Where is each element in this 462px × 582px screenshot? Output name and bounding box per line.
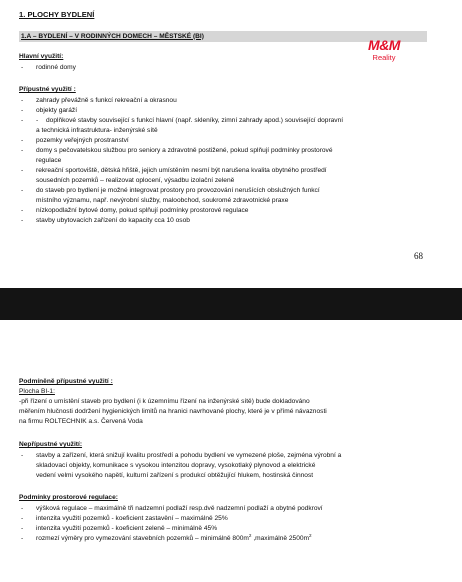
list-item-continued: a technická infrastruktura- inženýrské sítě — [36, 127, 158, 134]
section-heading: 1. PLOCHY BYDLENÍ — [19, 10, 95, 19]
list-item: - nízkopodlažní bytové domy, pokud splňují podmínky prostorové regulace — [21, 207, 249, 214]
list-item-continued: regulace — [36, 157, 62, 164]
prohibited-use-list — [19, 451, 429, 481]
list-item: - domy s pečovatelskou službou pro seniory a zdravotně postižené, pokud splňují podmínky prostorové — [21, 147, 333, 154]
subsection-heading: 1.A – BYDLENÍ – V RODINNÝCH DOMECH – MĚSTSKÉ (BI) — [21, 32, 204, 40]
list-item: - intenzita využití pozemků - koeficient zastavění – maximálně 25% — [21, 515, 228, 522]
list-item: - - doplňkové stavby související s funkcí hlavní (např. skleníky, zimní zahrady apod.) související dopravní — [21, 117, 344, 124]
list-item: - zahrady převážně s funkcí rekreační a okrasnou — [21, 97, 177, 104]
list-item-continued: skladovací objekty, komunikace s vysokou intenzitou dopravy, vysokotlaký plynovod a elektrické — [36, 462, 316, 469]
list-item: - stavby ubytovacích zařízení do kapacity cca 10 osob — [21, 217, 190, 224]
page-separator — [0, 288, 462, 320]
mm-reality-logo — [356, 38, 412, 62]
paragraph-line: -při řízení o umístění staveb pro bydlení (i k územnímu řízení na inženýrské sítě) bude dokladováno — [19, 398, 310, 405]
list-item: - rozmezí výměry pro vymezování stavebních pozemků – minimálně $800m^2$ ,maximálně $2500m^2$ — [21, 532, 312, 542]
spatial-regulation-list — [19, 504, 429, 544]
conditional-use-text — [19, 397, 431, 427]
list-item: - stavby a zařízení, která snižují kvalitu prostředí a pohodu bydlení ve vymezené ploše, zejména výrobní a — [21, 452, 342, 459]
list-item: - pozemky veřejných prostranství — [21, 137, 129, 144]
main-use-list — [19, 63, 429, 73]
conditional-use-title: Podmíněně přípustné využití : — [19, 378, 113, 385]
page-top — [0, 0, 462, 288]
list-item: - objekty garáží — [21, 107, 78, 114]
list-item: - intenzita využití pozemků - koeficient zeleně – minimálně 45% — [21, 525, 218, 532]
list-item: - do staveb pro bydlení je možné integrovat prostory pro provozování nerušících obslužných funkcí — [21, 187, 320, 194]
conditional-use-subtitle: Plocha BI-1: — [19, 388, 55, 395]
list-item-continued: sousedních pozemků – realizovat oplocení, výsadbu izolační zeleně — [36, 177, 235, 184]
list-item-continued: vedení velmi vysokého napětí, kulturní zařízení s produkcí obtěžující hlukem, hostinská činnost — [36, 472, 314, 479]
permitted-use-list — [19, 96, 429, 226]
main-use-title: Hlavní využití: — [19, 53, 64, 60]
logo-mark: M&M — [368, 37, 400, 53]
spatial-regulation-title: Podmínky prostorové regulace: — [19, 494, 118, 501]
list-item: - rekreační sportoviště, dětská hřiště, jejich umístěním nesmí být narušena kvalita obytného prostředí — [21, 167, 327, 174]
list-item-continued: místního významu, např. nevýrobní služby, maloobchod, soukromé zdravotnické praxe — [36, 197, 289, 204]
prohibited-use-title: Nepřípustné využití: — [19, 441, 83, 448]
paragraph-line: měřením hlučnosti dodržení hygienických limitů na hranici navrhované plochy, které je v přímé návaznosti — [19, 408, 327, 415]
list-item: - rodinné domy — [21, 64, 76, 71]
permitted-use-title: Přípustné využití : — [19, 86, 76, 93]
logo-subtitle: Reality — [372, 53, 396, 62]
page-number: 68 — [414, 251, 423, 261]
page-bottom — [0, 320, 462, 582]
list-item: - výšková regulace – maximálně tři nadzemní podlaží resp.dvě nadzemní podlaží a obytné podkroví — [21, 505, 323, 512]
paragraph-line: na firmu ROLTECHNIK a.s. Červená Voda — [19, 418, 143, 425]
